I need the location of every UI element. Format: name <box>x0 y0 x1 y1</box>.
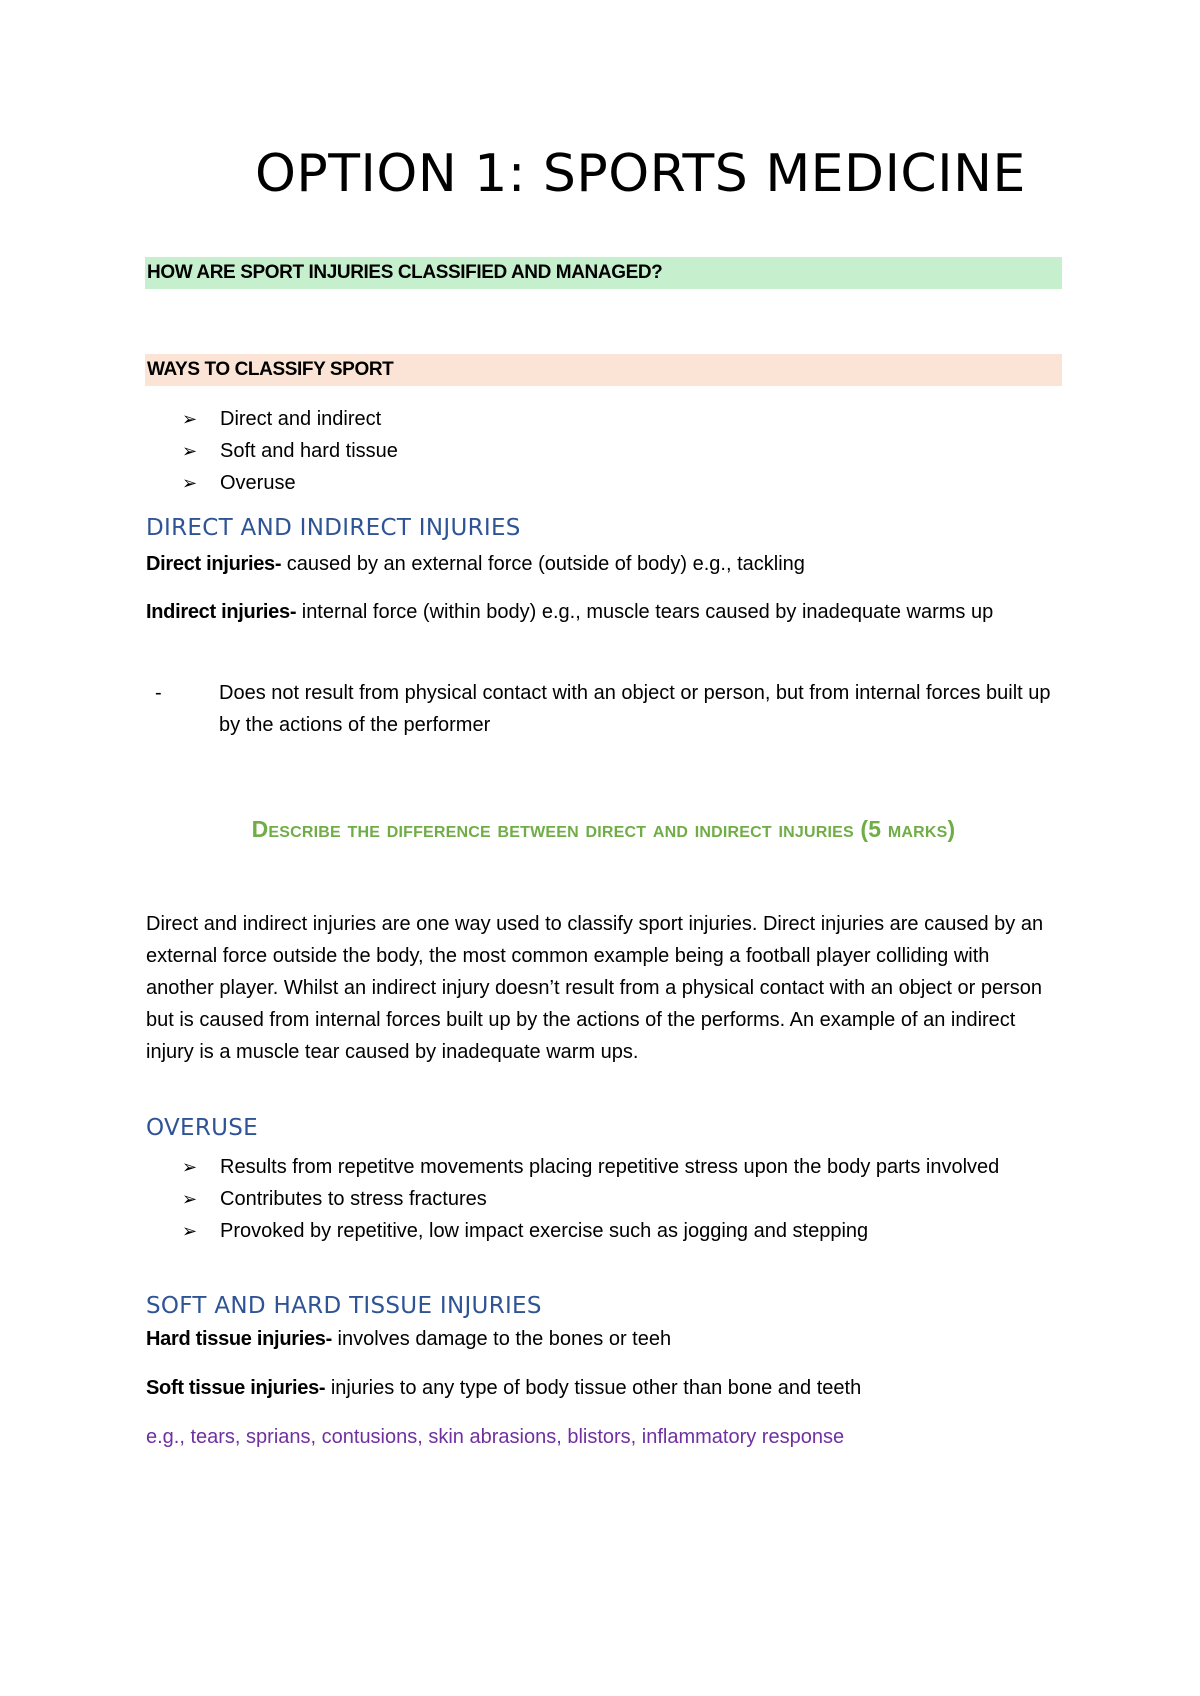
indirect-term: Indirect injuries- <box>146 601 297 623</box>
list-item: ➢ Contributes to stress fractures <box>182 1183 1062 1215</box>
section-question-band: HOW ARE SPORT INJURIES CLASSIFIED AND MANAGED? <box>145 257 1062 289</box>
dash-bullet: - <box>155 682 162 704</box>
direct-injuries-paragraph: Direct injuries- caused by an external force (outside of body) e.g., tackling <box>146 553 805 575</box>
list-item: ➢ Overuse <box>182 467 398 499</box>
indirect-injuries-paragraph: Indirect injuries- internal force (within body) e.g., muscle tears caused by inadequate warms up <box>146 601 994 623</box>
soft-hard-heading: SOFT AND HARD TISSUE INJURIES <box>146 1293 542 1319</box>
arrow-bullet-icon: ➢ <box>182 1157 198 1177</box>
dash-item: - Does not result from physical contact with an object or person, but from internal forces built up by the actions of the performer <box>155 677 1061 741</box>
list-item: ➢ Direct and indirect <box>182 403 398 435</box>
direct-term: Direct injuries- <box>146 553 282 575</box>
list-item: ➢ Results from repetitve movements placing repetitive stress upon the body parts involved <box>182 1151 1062 1183</box>
classify-list <box>182 403 398 499</box>
soft-tissue-paragraph: Soft tissue injuries- injuries to any type of body tissue other than bone and teeth <box>146 1377 862 1399</box>
hard-term: Hard tissue injuries- <box>146 1328 332 1350</box>
arrow-bullet-icon: ➢ <box>182 1189 198 1209</box>
direct-indirect-heading: DIRECT AND INDIRECT INJURIES <box>146 515 521 541</box>
soft-term: Soft tissue injuries- <box>146 1377 326 1399</box>
page-title: OPTION 1: SPORTS MEDICINE <box>255 144 1026 204</box>
classify-band: WAYS TO CLASSIFY SPORT <box>145 354 1062 386</box>
hard-tissue-paragraph: Hard tissue injuries- involves damage to the bones or teeh <box>146 1328 672 1350</box>
list-item: ➢ Soft and hard tissue <box>182 435 398 467</box>
question-heading: Describe the difference between direct and indirect injuries (5 marks) <box>251 816 956 842</box>
overuse-heading: OVERUSE <box>146 1115 259 1141</box>
list-item: ➢ Provoked by repetitive, low impact exercise such as jogging and stepping <box>182 1215 1062 1247</box>
arrow-bullet-icon: ➢ <box>182 1221 198 1241</box>
arrow-bullet-icon: ➢ <box>182 441 198 461</box>
arrow-bullet-icon: ➢ <box>182 409 198 429</box>
examples-text: e.g., tears, sprians, contusions, skin abrasions, blistors, inflammatory response <box>146 1426 845 1448</box>
arrow-bullet-icon: ➢ <box>182 473 198 493</box>
overuse-list <box>182 1151 1062 1247</box>
question-answer: Direct and indirect injuries are one way used to classify sport injuries. Direct injuries are caused by an external force outside the body, the most common example being a football player colliding with another player. Whilst an indirect injury doesn’t result from a physical contact with an object or person but is caused from internal forces built up by the actions of the performs. An example of an indirect injury is a muscle tear caused by inadequate warm ups. <box>146 913 1044 1063</box>
